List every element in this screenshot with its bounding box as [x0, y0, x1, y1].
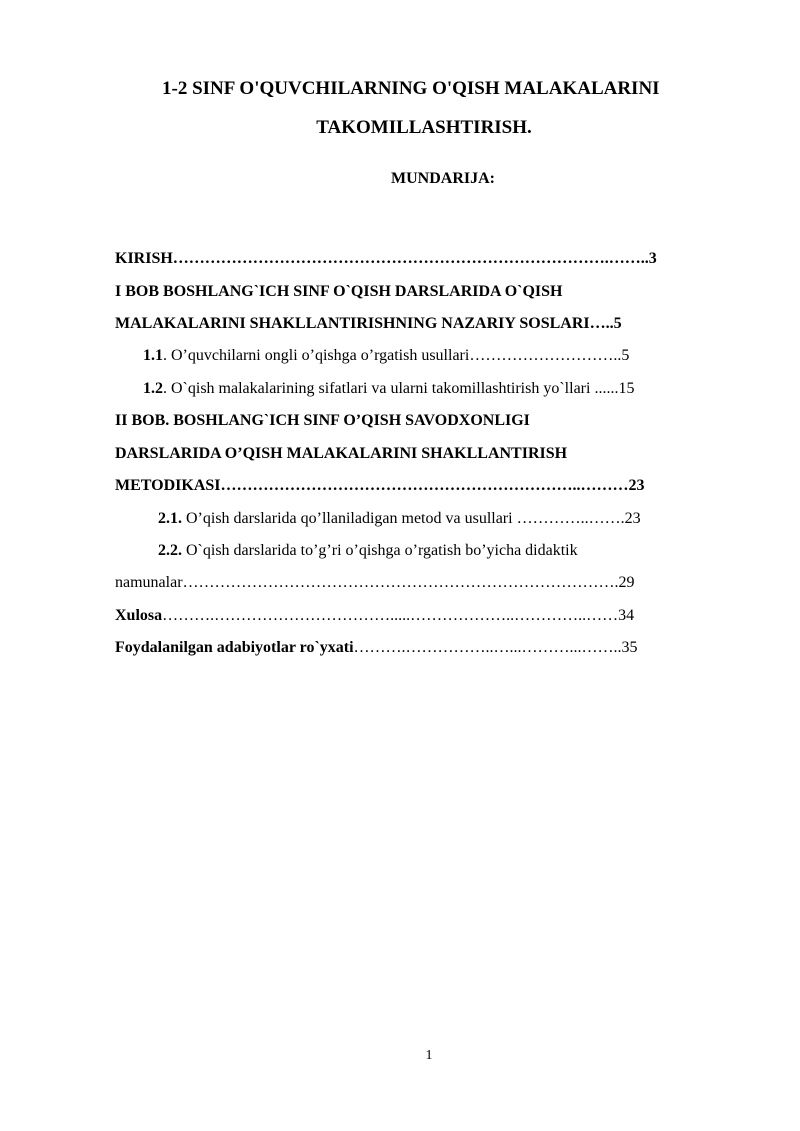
toc-entry-section-1-2: [143, 380, 634, 398]
toc-entry-xulosa: [115, 607, 634, 625]
page-number: 1: [425, 1048, 433, 1063]
entry-dots: ……….…………………………….....………………..…………..……34: [162, 607, 635, 624]
toc-entry-section-1-1: [143, 347, 629, 365]
toc-entry-section-2-2-continued: namunalar……………………………………………………………………….29: [115, 574, 635, 591]
toc-entry-kirish: KIRISH……………………………………………………………………….……..3: [115, 250, 657, 267]
toc-entry-bob1-line1: I BOB BOSHLANG`ICH SINF O`QISH DARSLARIDA O`QISH: [115, 283, 563, 300]
section-text: O`qish darslarida to’g’ri o’qishga o’rgatish bo’yicha didaktik: [182, 542, 578, 559]
document-title-line-1: 1-2 SINF O'QUVCHILARNING O'QISH MALAKALARINI: [162, 78, 660, 99]
toc-entry-bob2-line2: DARSLARIDA O’QISH MALAKALARINI SHAKLLANTIRISH: [115, 445, 568, 462]
toc-entry-bob1-line2: MALAKALARINI SHAKLLANTIRISHNING NAZARIY SOSLARI…..5: [115, 315, 622, 332]
section-text: O’qish darslarida qo’llaniladigan metod va usullari …………..…….23: [182, 510, 641, 527]
section-text: . O’quvchilarni ongli o’qishga o’rgatish usullari………………………..5: [163, 347, 630, 364]
document-title-line-2: TAKOMILLASHTIRISH.: [316, 117, 532, 138]
toc-heading: MUNDARIJA:: [391, 170, 495, 187]
toc-entry-section-2-2: [158, 542, 578, 560]
entry-label: Foydalanilgan adabiyotlar ro`yxati: [115, 639, 354, 656]
section-number: 2.1.: [158, 510, 182, 527]
section-number: 1.2: [143, 380, 163, 397]
section-text: . O`qish malakalarining sifatlari va ularni takomillashtirish yo`llari ......15: [163, 380, 635, 397]
toc-entry-section-2-1: [158, 510, 641, 528]
entry-label: Xulosa: [115, 607, 163, 624]
section-number: 1.1: [143, 347, 163, 364]
toc-entry-adabiyotlar: [115, 639, 638, 657]
section-number: 2.2.: [158, 542, 182, 559]
toc-entry-bob2-line1: II BOB. BOSHLANG`ICH SINF O’QISH SAVODXONLIGI: [115, 412, 530, 429]
entry-dots: ……….……………..…...………...……..35: [353, 639, 638, 656]
toc-entry-bob2-line3: METODIKASI…………………………………………………………..………23: [115, 477, 645, 494]
